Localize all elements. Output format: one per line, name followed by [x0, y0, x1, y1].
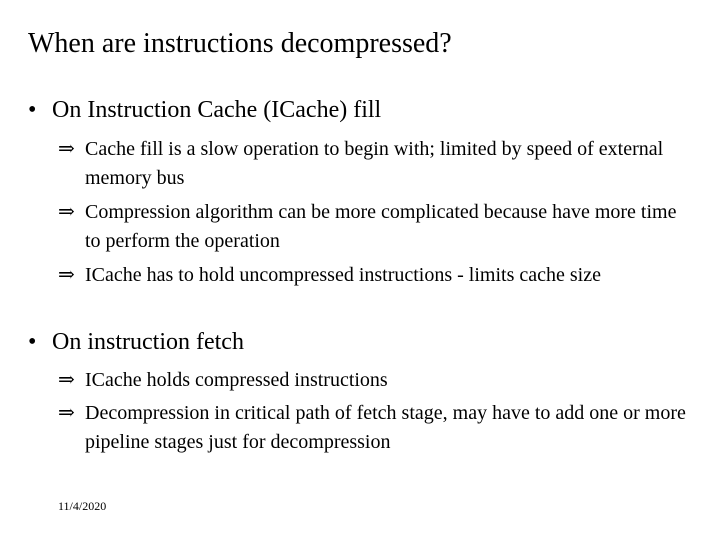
sub-bullet-text: Compression algorithm can be more complicated because have more time to perform the operation — [85, 201, 677, 252]
footer-date: 11/4/2020 — [58, 499, 107, 513]
bullet-text: On Instruction Cache (ICache) fill — [52, 97, 382, 123]
implies-arrow-icon: ⇒ — [58, 264, 75, 286]
sub-bullet-text: Cache fill is a slow operation to begin with; limited by speed of external memory bus — [85, 138, 664, 189]
sub-bullet-item — [58, 399, 688, 457]
bullet-dot: • — [28, 97, 37, 123]
sub-bullet-text: ICache holds compressed instructions — [85, 369, 388, 391]
sub-bullet-item — [58, 135, 688, 193]
slide-title: When are instructions decompressed? — [28, 28, 452, 59]
sub-bullet-item — [58, 198, 688, 256]
implies-arrow-icon: ⇒ — [58, 138, 75, 160]
bullet-dot: • — [28, 329, 37, 355]
implies-arrow-icon: ⇒ — [58, 201, 75, 223]
sub-bullet-item — [58, 261, 688, 290]
sub-bullet-item — [58, 366, 688, 395]
sub-bullet-text: Decompression in critical path of fetch stage, may have to add one or more pipeline stages just for decompression — [85, 402, 686, 453]
bullet-item-icache-fill — [28, 95, 381, 125]
bullet-text: On instruction fetch — [52, 329, 244, 355]
sub-bullet-text: ICache has to hold uncompressed instructions - limits cache size — [85, 264, 601, 286]
bullet-item-instruction-fetch — [28, 327, 244, 357]
implies-arrow-icon: ⇒ — [58, 369, 75, 391]
implies-arrow-icon: ⇒ — [58, 402, 75, 424]
